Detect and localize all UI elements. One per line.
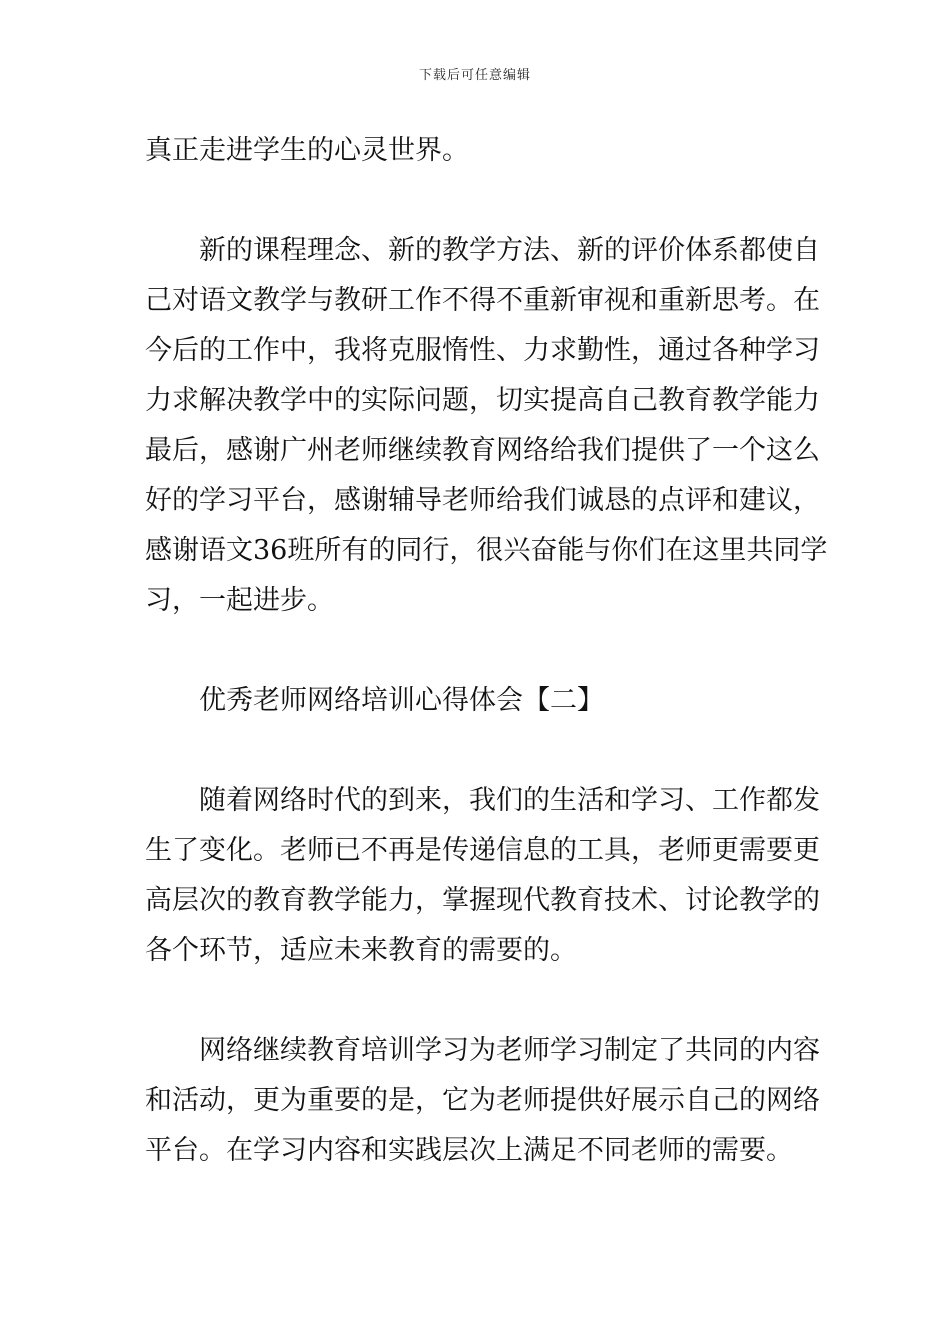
text-line: 平台。在学习内容和实践层次上满足不同老师的需要。	[145, 1135, 793, 1166]
text-line: 习，一起进步。	[145, 585, 334, 616]
text-line: 力求解决教学中的实际问题，切实提高自己教育教学能力	[145, 385, 820, 416]
text-line: 真正走进学生的心灵世界。	[145, 135, 469, 166]
text-line: 高层次的教育教学能力，掌握现代教育技术、讨论教学的	[145, 885, 820, 916]
text-line: 己对语文教学与教研工作不得不重新审视和重新思考。在	[145, 285, 820, 316]
section-heading-text: 优秀老师网络培训心得体会【二】	[199, 685, 604, 716]
text-line: 各个环节，适应未来教育的需要的。	[145, 935, 577, 966]
text-line: 最后，感谢广州老师继续教育网络给我们提供了一个这么	[145, 435, 820, 466]
text-line: 网络继续教育培训学习为老师学习制定了共同的内容	[199, 1035, 820, 1066]
text-line: 生了变化。老师已不再是传递信息的工具，老师更需要更	[145, 835, 820, 866]
text-line: 和活动，更为重要的是，它为老师提供好展示自己的网络	[145, 1085, 820, 1116]
text-line: 今后的工作中，我将克服惰性、力求勤性，通过各种学习	[145, 335, 820, 366]
paragraph-1	[145, 226, 828, 626]
paragraph-0	[145, 126, 815, 176]
text-line: 感谢语文36班所有的同行，很兴奋能与你们在这里共同学	[145, 535, 828, 566]
page-header: 下载后可任意编辑	[418, 68, 531, 83]
text-line: 好的学习平台，感谢辅导老师给我们诚恳的点评和建议，	[145, 485, 820, 516]
text-line: 新的课程理念、新的教学方法、新的评价体系都使自	[199, 235, 820, 266]
paragraph-2	[145, 776, 820, 976]
text-line: 随着网络时代的到来，我们的生活和学习、工作都发	[199, 785, 820, 816]
section-heading	[145, 676, 815, 726]
paragraph-3	[145, 1026, 820, 1176]
document-body	[145, 126, 828, 1176]
